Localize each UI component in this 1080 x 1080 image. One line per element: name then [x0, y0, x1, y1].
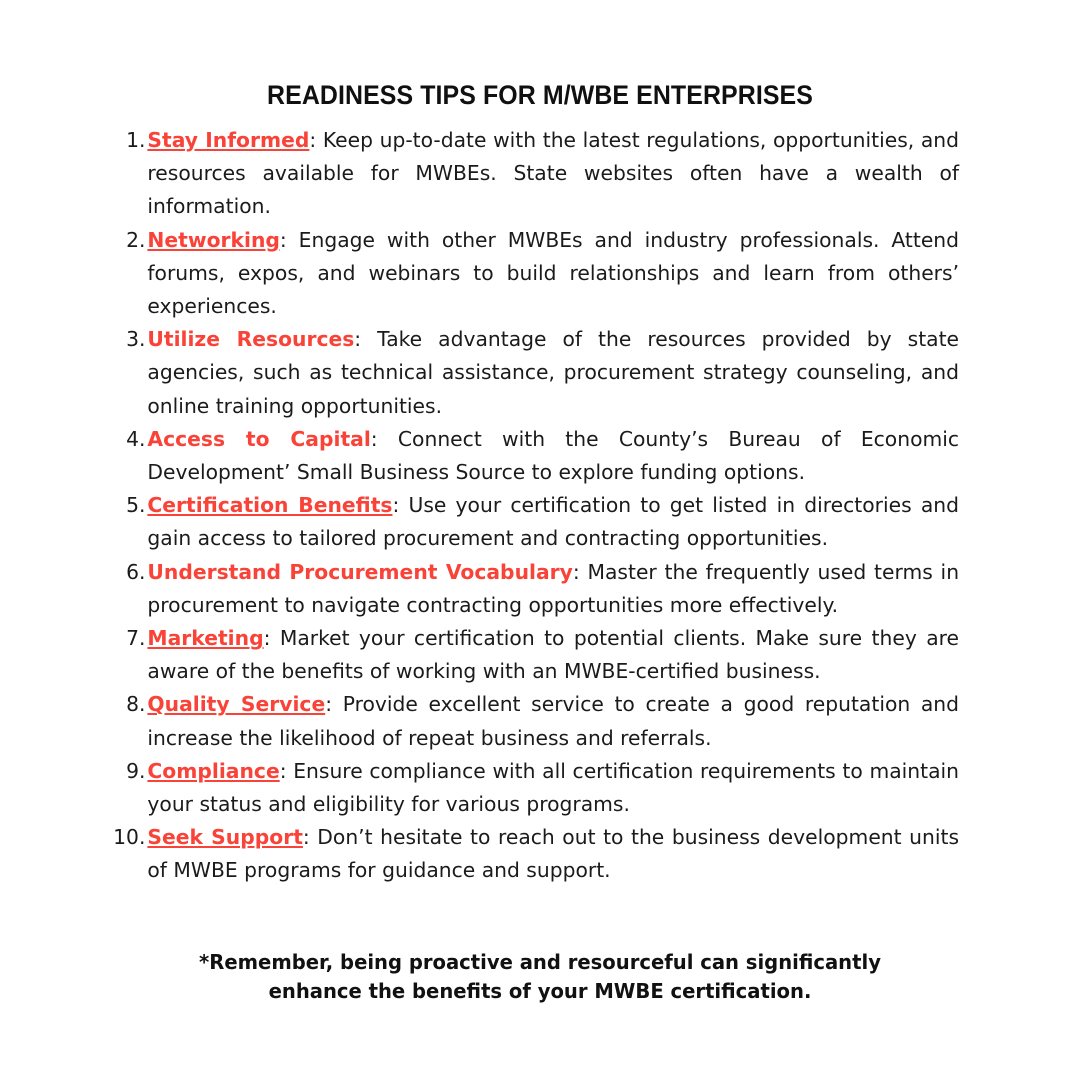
list-item-number: 8. — [126, 692, 146, 717]
list-item-body: : Don’t hesitate to reach out to the business development units of MWBE programs for guidance and support. — [147, 825, 960, 883]
footnote-text: *Remember, being proactive and resourceful can significantly enhance the benefits of your MWBE certification. — [199, 950, 881, 1003]
list-item — [108, 755, 959, 821]
list-item — [108, 688, 959, 754]
list-item-heading: Access to Capital — [147, 426, 371, 451]
list-item-number: 5. — [126, 493, 146, 518]
list-item — [108, 622, 959, 688]
list-item-number: 2. — [126, 227, 146, 252]
list-item — [108, 124, 959, 224]
list-item-heading: Stay Informed — [147, 128, 310, 152]
readiness-tips-list — [108, 124, 972, 888]
list-item — [108, 489, 959, 555]
list-item-body: : Master the frequently used terms in procurement to navigate contracting opportunities more effectively. — [147, 559, 960, 617]
list-item-heading: Networking — [147, 227, 280, 252]
list-item-heading: Quality Service — [147, 692, 326, 717]
list-item-number: 3. — [126, 327, 146, 352]
list-item-body: : Engage with other MWBEs and industry professionals. Attend forums, expos, and webinars to build relationships and learn from others’ experiences. — [147, 227, 960, 319]
list-item-number: 7. — [126, 626, 146, 651]
list-item-number: 1. — [126, 128, 146, 152]
list-item-body: : Take advantage of the resources provided by state agencies, such as technical assistance, procurement strategy counseling, and online training opportunities. — [147, 327, 960, 418]
list-item-number: 4. — [126, 426, 146, 451]
list-item-body: : Provide excellent service to create a good reputation and increase the likelihood of repeat business and referrals. — [147, 692, 960, 750]
list-item — [108, 224, 959, 324]
list-item-number: 6. — [126, 559, 146, 584]
list-item-heading: Seek Support — [147, 825, 303, 850]
list-item-heading: Understand Procurement Vocabulary — [147, 559, 573, 584]
list-item-heading: Utilize Resources — [147, 327, 355, 352]
list-item-heading: Certification Benefits — [147, 493, 393, 518]
list-item — [108, 423, 959, 489]
list-item-body: : Market your certification to potential clients. Make sure they are aware of the benefits of working with an MWBE-certified business. — [147, 626, 960, 684]
list-item-body: : Use your certification to get listed in directories and gain access to tailored procurement and contracting opportunities. — [147, 493, 960, 551]
list-item — [108, 821, 959, 887]
list-item — [108, 323, 959, 423]
list-item-body: : Keep up-to-date with the latest regulations, opportunities, and resources available for MWBEs. State websites often have a wealth of information. — [147, 128, 960, 219]
list-item-body: : Connect with the County’s Bureau of Economic Development’ Small Business Source to explore funding options. — [147, 426, 960, 485]
list-item-number: 10. — [113, 825, 146, 850]
list-item-number: 9. — [126, 758, 146, 783]
list-item-heading: Compliance — [147, 758, 280, 783]
list-item — [108, 556, 959, 622]
list-item-heading: Marketing — [147, 626, 264, 651]
list-item-body: : Ensure compliance with all certification requirements to maintain your status and eligibility for various programs. — [147, 758, 960, 817]
page-title: READINESS TIPS FOR M/WBE ENTERPRISES — [267, 80, 813, 110]
